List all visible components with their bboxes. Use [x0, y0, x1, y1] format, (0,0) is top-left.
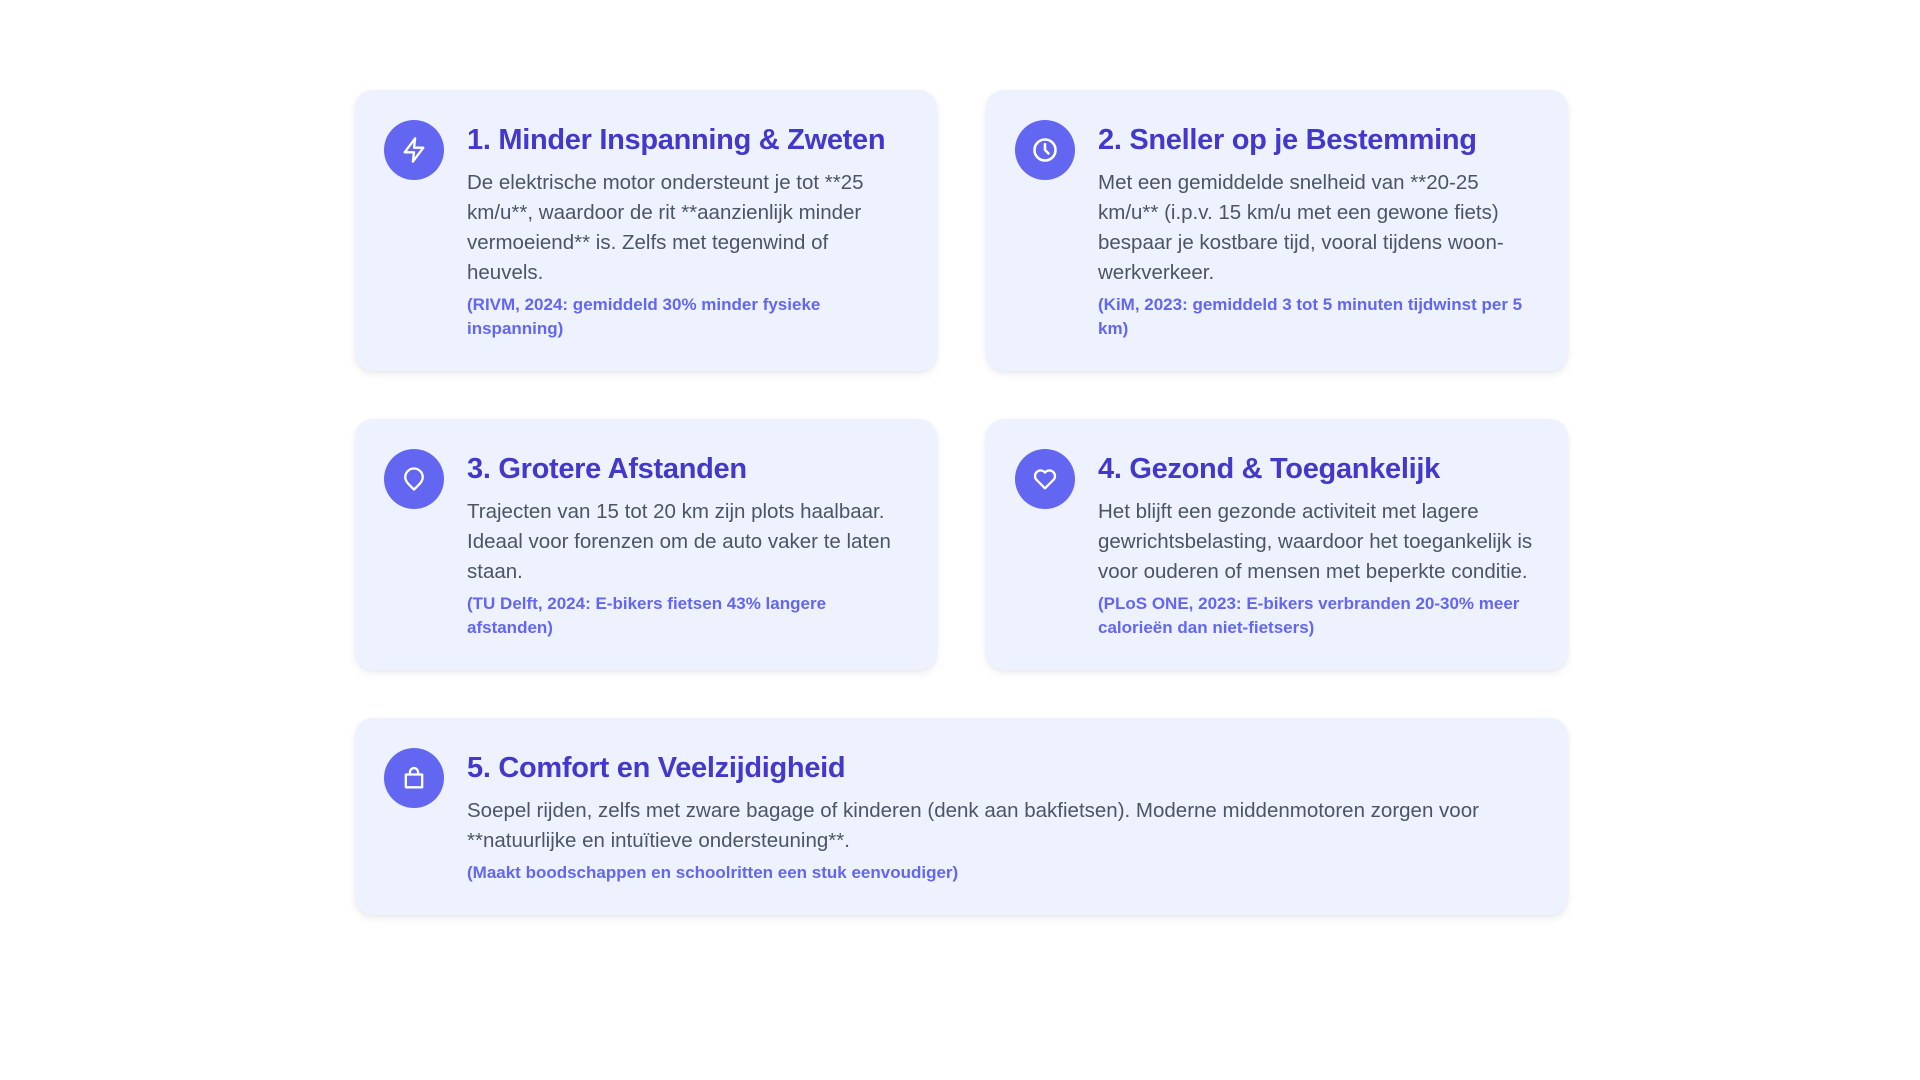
card-title: 4. Gezond & Toegankelijk — [1098, 453, 1440, 485]
card-body: De elektrische motor ondersteunt je tot **25 km/u**, waardoor de rit **aanzienlijk minder vermoeiend** is. Zelfs met tegenwind of heuvels. — [467, 171, 864, 284]
benefit-card-speed — [986, 90, 1568, 371]
card-citation: (PLoS ONE, 2023: E-bikers verbranden 20-30% meer calorieën dan niet-fietsers) — [1098, 594, 1520, 637]
benefits-grid — [355, 90, 1568, 915]
shopping-bag-icon — [384, 748, 444, 808]
card-citation: (Maakt boodschappen en schoolritten een stuk eenvoudiger) — [467, 863, 959, 882]
card-citation: (TU Delft, 2024: E-bikers fietsen 43% langere afstanden) — [467, 594, 827, 637]
card-title: 2. Sneller op je Bestemming — [1098, 124, 1477, 156]
card-citation: (RIVM, 2024: gemiddeld 30% minder fysieke inspanning) — [467, 295, 821, 338]
card-body: Het blijft een gezonde activiteit met lagere gewrichtsbelasting, waardoor het toegankelijk is voor ouderen of mensen met beperkte conditie. — [1098, 500, 1533, 583]
card-body: Soepel rijden, zelfs met zware bagage of kinderen (denk aan bakfietsen). Moderne middenmotoren zorgen voor **natuurlijke en intuïtieve ondersteuning**. — [467, 799, 1479, 852]
card-content — [1098, 120, 1538, 341]
card-content — [1098, 449, 1538, 640]
lightning-bolt-icon — [384, 120, 444, 180]
card-content — [467, 449, 907, 640]
map-pin-icon — [384, 449, 444, 509]
card-content — [467, 748, 1538, 885]
benefit-card-distance — [355, 419, 937, 670]
heart-icon — [1015, 449, 1075, 509]
card-content — [467, 120, 907, 341]
card-title: 3. Grotere Afstanden — [467, 453, 747, 485]
benefit-card-effort — [355, 90, 937, 371]
card-title: 1. Minder Inspanning & Zweten — [467, 124, 886, 156]
card-body: Trajecten van 15 tot 20 km zijn plots haalbaar. Ideaal voor forenzen om de auto vaker te laten staan. — [467, 500, 891, 583]
benefit-card-health — [986, 419, 1568, 670]
card-title: 5. Comfort en Veelzijdigheid — [467, 752, 846, 784]
card-body: Met een gemiddelde snelheid van **20-25 km/u** (i.p.v. 15 km/u met een gewone fiets) bespaar je kostbare tijd, vooral tijdens woon-werkverkeer. — [1098, 171, 1504, 284]
clock-icon — [1015, 120, 1075, 180]
benefit-card-comfort — [355, 718, 1568, 915]
card-citation: (KiM, 2023: gemiddeld 3 tot 5 minuten tijdwinst per 5 km) — [1098, 295, 1523, 338]
